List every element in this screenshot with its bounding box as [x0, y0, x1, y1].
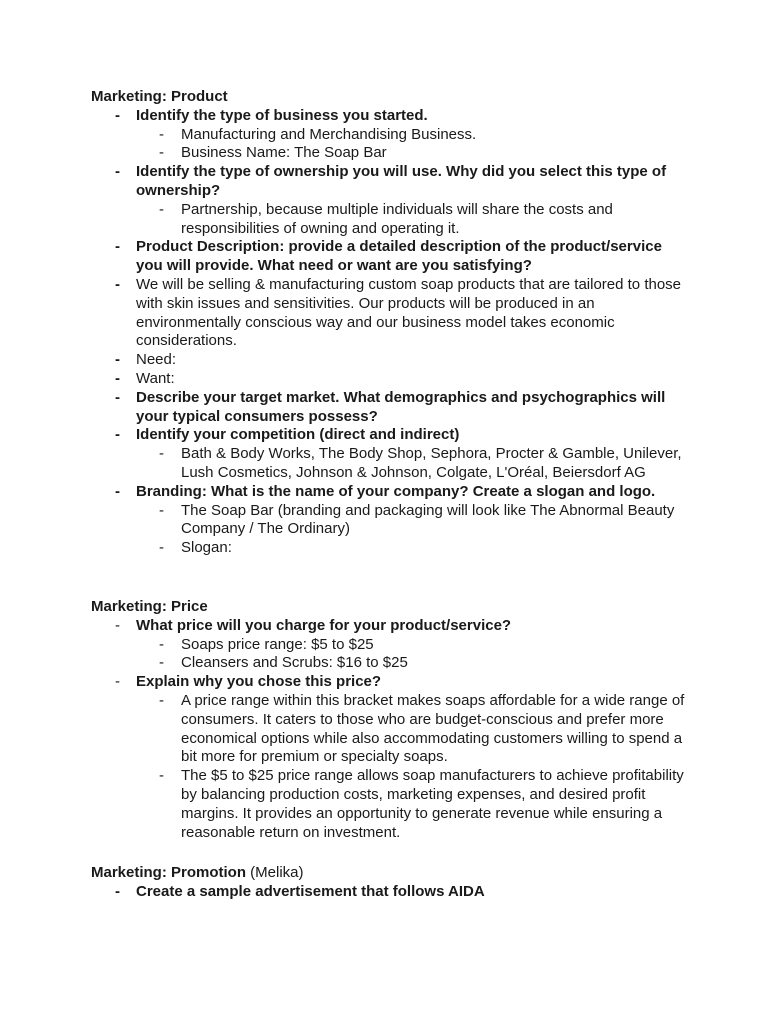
- list-item: - We will be selling & manufacturing custom soap products that are tailored to those with skin issues and sensitivities. Our products will be produced in an environmentally conscious way and our business model takes economic considerations.: [91, 276, 691, 351]
- list-item: - Identify the type of ownership you will use. Why did you select this type of ownership?: [91, 163, 691, 201]
- list-item: - Describe your target market. What demographics and psychographics will your typical consumers possess?: [91, 389, 691, 427]
- sub-list-item: - A price range within this bracket makes soaps affordable for a wide range of consumers. It caters to those who are budget-conscious and prefer more economical options while also accommodating customers willing to spend a bit more for premium or specialty soaps.: [91, 692, 691, 767]
- section-list: [91, 107, 691, 558]
- section-list: [91, 617, 691, 843]
- sub-list-item: - Cleansers and Scrubs: $16 to $25: [91, 654, 691, 673]
- section-list: [91, 883, 691, 902]
- sub-list-item: - Business Name: The Soap Bar: [91, 144, 691, 163]
- list-item: - Product Description: provide a detailed description of the product/service you will provide. What need or want are you satisfying?: [91, 238, 691, 276]
- sub-list-item: - The $5 to $25 price range allows soap manufacturers to achieve profitability by balancing production costs, marketing expenses, and desired profit margins. It provides an opportunity to generate revenue while ensuring a reasonable return on investment.: [91, 767, 691, 842]
- list-item: - Want:: [91, 370, 691, 389]
- list-item: - Identify the type of business you started.: [91, 107, 691, 126]
- sub-list-item: - The Soap Bar (branding and packaging will look like The Abnormal Beauty Company / The Ordinary): [91, 502, 691, 540]
- section-heading: Marketing: Price: [91, 598, 208, 615]
- sub-list-item: - Partnership, because multiple individuals will share the costs and responsibilities of owning and operating it.: [91, 201, 691, 239]
- section-heading: Marketing: Promotion (Melika): [91, 864, 304, 881]
- list-item: - Create a sample advertisement that follows AIDA: [91, 883, 691, 902]
- heading-note: (Melika): [246, 864, 304, 881]
- sub-list-item: - Slogan:: [91, 539, 691, 558]
- section-product: [91, 88, 691, 558]
- sub-list-item: - Soaps price range: $5 to $25: [91, 636, 691, 655]
- list-item: - Explain why you chose this price?: [91, 673, 691, 692]
- sub-list-item: - Bath & Body Works, The Body Shop, Sephora, Procter & Gamble, Unilever, Lush Cosmetics, Johnson & Johnson, Colgate, L'Oréal, Beiersdorf AG: [91, 445, 691, 483]
- list-item: - Identify your competition (direct and indirect): [91, 426, 691, 445]
- section-price: [91, 598, 691, 842]
- list-item: - Branding: What is the name of your company? Create a slogan and logo.: [91, 483, 691, 502]
- list-item: - Need:: [91, 351, 691, 370]
- sub-list-item: - Manufacturing and Merchandising Business.: [91, 126, 691, 145]
- section-promotion: [91, 864, 691, 902]
- list-item: - What price will you charge for your product/service?: [91, 617, 691, 636]
- section-heading: Marketing: Product: [91, 88, 228, 105]
